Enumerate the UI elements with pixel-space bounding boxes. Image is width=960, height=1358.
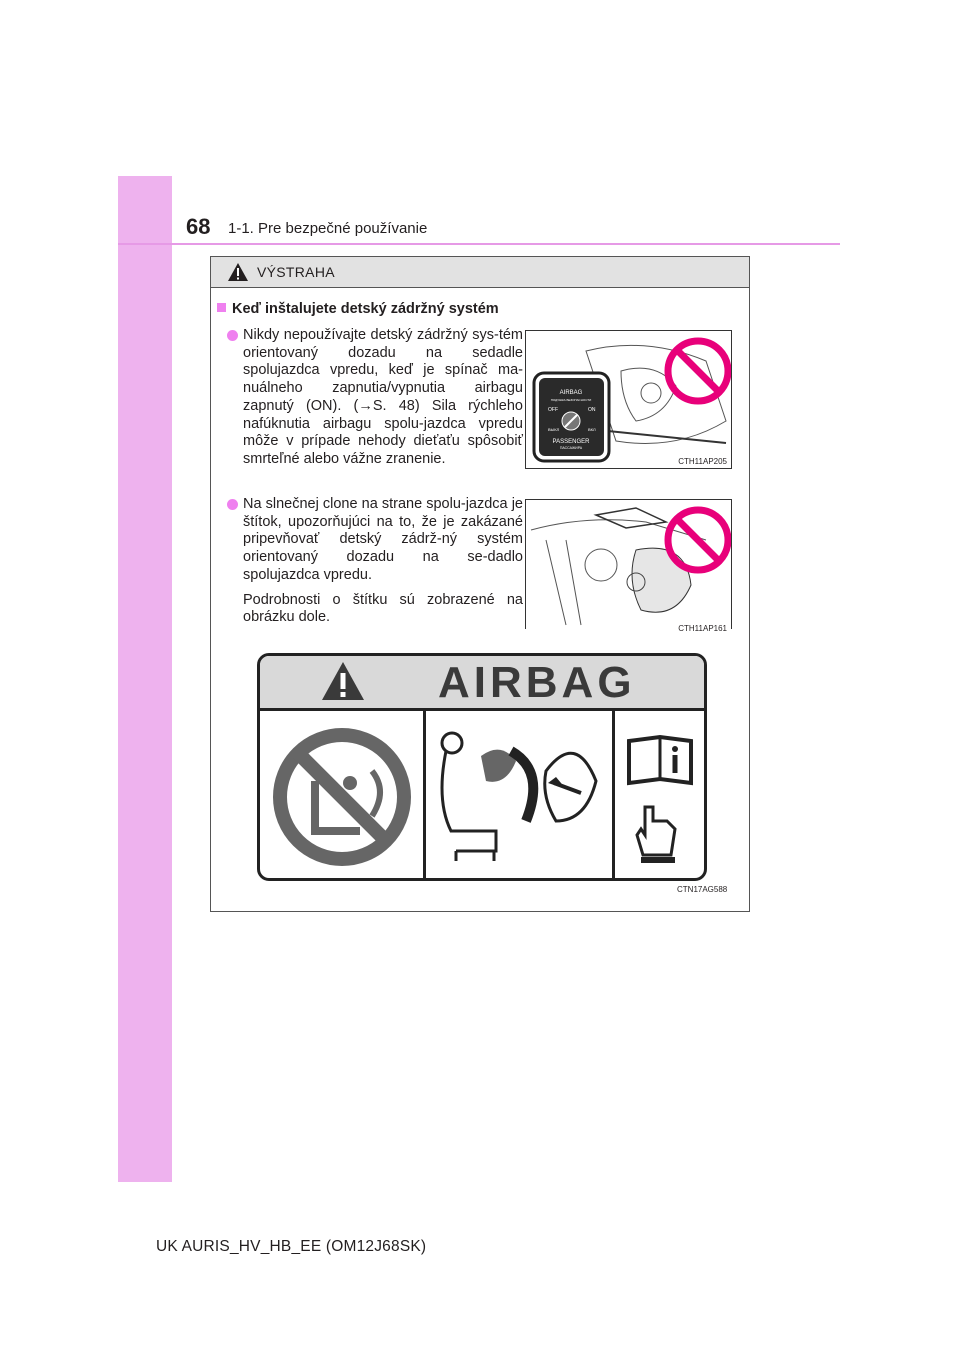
airbag-warning-label: [257, 653, 707, 881]
prohibition-icon: [668, 510, 728, 570]
warning-bullet-1: [219, 327, 523, 469]
warning-triangle-icon: [227, 262, 249, 282]
switch-off-cyr: ВЫКЛ: [548, 427, 560, 432]
switch-bottom-cyr: ПАССАЖИРА: [559, 446, 583, 450]
switch-title: AIRBAG: [559, 390, 583, 396]
switch-on: ON: [588, 407, 596, 413]
airbag-label-header: [260, 656, 704, 711]
round-bullet-icon: [227, 499, 238, 510]
label-code: CTN17AG588: [677, 885, 728, 894]
bullet-text: Na slnečnej clone na strane spolu-jazdca je štítok, upozorňujúci na to, že je zakázané pripevňovať detský zádrž-ný systém orientovaný dozadu na se-dadlo spolujazdca vpredu.: [243, 496, 523, 583]
airbag-label-title: AIRBAG: [438, 658, 636, 707]
square-bullet-icon: [217, 303, 226, 312]
airbag-deploy-drawing: [526, 500, 731, 628]
illustration-airbag-switch: [525, 330, 732, 469]
label-cell-airbag-deploy: [426, 711, 615, 878]
airbag-switch-drawing: [526, 331, 731, 468]
illustration-code: CTH11AP205: [678, 457, 727, 466]
airbag-impact-icon: [426, 711, 612, 881]
read-manual-icon: [615, 711, 705, 881]
label-cell-no-child-seat: [260, 711, 426, 878]
illustration-airbag-deploy: [525, 499, 732, 633]
bullet-extra-text: Podrobnosti o štítku sú zobrazené na obrázku dole.: [243, 591, 523, 626]
switch-subtitle: ПОДУШКА БЕЗОПАСНОСТИ: [550, 398, 592, 402]
no-rear-facing-child-seat-icon: [260, 711, 423, 881]
warning-bullet-2: [219, 496, 523, 627]
switch-bottom: PASSENGER: [552, 439, 590, 445]
bullet-text: Nikdy nepoužívajte detský zádržný sys-tém orientovaný dozadu na sedadle spolujazdca vpredu, keď je spínač ma-nuálneho zapnutia/vypnutia airbagu zapnutý (ON). (→S. 48) Sila rýchleho nafúknutia airbagu spolu-jazdca vpredu môže v prípade nehody dieťaťu spôsobiť smrteľné alebo vážne zranenie.: [243, 327, 523, 467]
prohibition-icon: [668, 341, 728, 401]
warning-label: VÝSTRAHA: [257, 264, 335, 280]
round-bullet-icon: [227, 330, 238, 341]
warning-header: [211, 257, 749, 288]
label-cell-read-manual: [615, 711, 704, 878]
switch-on-cyr: ВКЛ: [588, 427, 596, 432]
switch-off: OFF: [548, 407, 558, 413]
warning-box: [210, 256, 750, 912]
illustration-code: CTH11AP161: [678, 624, 727, 633]
warning-subheading-text: Keď inštalujete detský zádržný systém: [232, 301, 499, 317]
chapter-sidebar-tab: [118, 176, 172, 1182]
section-title: 1-1. Pre bezpečné používanie: [228, 220, 428, 237]
warning-triangle-icon: [320, 660, 366, 702]
footer-document-code: UK AURIS_HV_HB_EE (OM12J68SK): [156, 1238, 427, 1255]
warning-subheading: [217, 301, 499, 317]
header-rule: [118, 243, 840, 245]
page-number: 68: [186, 214, 211, 239]
